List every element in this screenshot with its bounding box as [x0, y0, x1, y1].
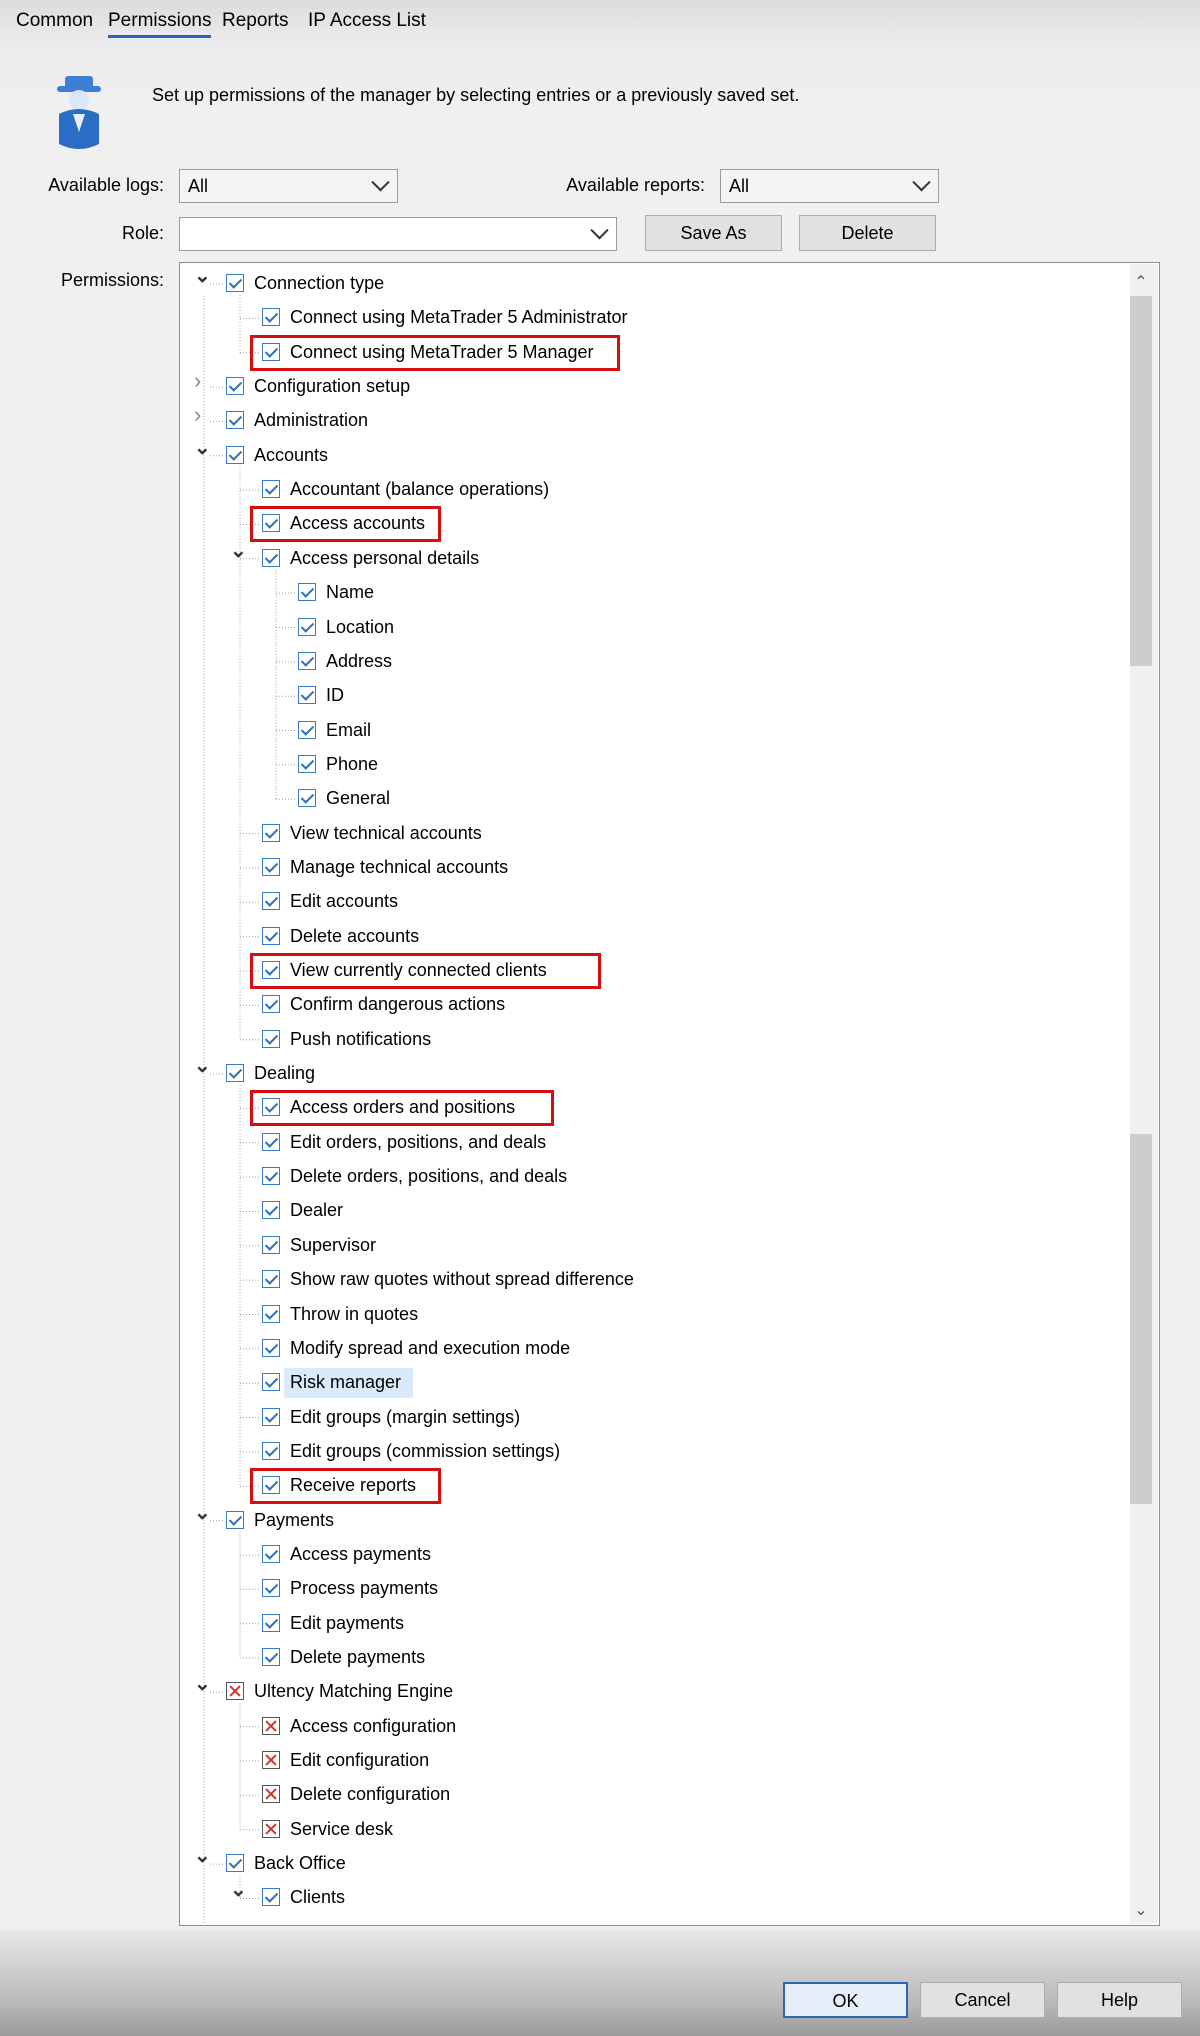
tree-item[interactable] — [180, 473, 1120, 507]
tree-item-label: Connect using MetaTrader 5 Manager — [290, 341, 594, 362]
tree-item-label: Edit groups (commission settings) — [290, 1440, 561, 1461]
tree-item[interactable] — [180, 1538, 1120, 1572]
tree-item-label: Risk manager — [290, 1372, 402, 1393]
tree-item-label: Connect using MetaTrader 5 Administrator — [290, 307, 628, 328]
tab-ip-access-list[interactable]: IP Access List — [308, 10, 426, 31]
tree-item[interactable] — [180, 1023, 1120, 1057]
tree-item[interactable] — [180, 885, 1120, 919]
tree-item[interactable] — [180, 1160, 1120, 1194]
tree-item[interactable] — [180, 1744, 1120, 1778]
tree-item-label: Push notifications — [290, 1028, 432, 1049]
tree-item[interactable] — [180, 1263, 1120, 1297]
denied-checkbox[interactable] — [262, 1820, 280, 1838]
help-button[interactable]: Help — [1057, 1982, 1182, 2018]
tree-item-label: Modify spread and execution mode — [290, 1337, 571, 1358]
chevron-down-icon[interactable]: ⌄ — [230, 1879, 247, 1902]
tree-item[interactable] — [180, 336, 1120, 370]
tree-item-label: Accountant (balance operations) — [290, 479, 550, 500]
tree-item-label: Access orders and positions — [290, 1097, 516, 1118]
tree-item[interactable] — [180, 782, 1120, 816]
role-select[interactable] — [179, 217, 617, 251]
checkbox[interactable] — [262, 1373, 280, 1391]
tree-item[interactable] — [180, 1572, 1120, 1606]
tree-item-label: Administration — [254, 410, 369, 431]
checkbox[interactable] — [226, 411, 244, 429]
tree-item-label: Clients — [290, 1887, 346, 1908]
highlight-box — [250, 1090, 554, 1126]
intro-text: Set up permissions of the manager by selecting entries or a previously saved set. — [152, 85, 800, 105]
chevron-down-icon[interactable]: ⌄ — [194, 1055, 211, 1078]
tree-item-label: Email — [326, 719, 372, 740]
chevron-down-icon — [912, 173, 930, 191]
checkbox[interactable] — [262, 927, 280, 945]
tree-item[interactable] — [180, 267, 1120, 301]
tree-item[interactable] — [180, 679, 1120, 713]
checkbox[interactable] — [262, 892, 280, 910]
denied-checkbox[interactable] — [262, 1717, 280, 1735]
scroll-down-icon[interactable]: ⌄ — [1134, 1902, 1148, 1919]
highlight-box — [250, 335, 620, 371]
tree-item[interactable] — [180, 1469, 1120, 1503]
tree-item-label: Access personal details — [290, 547, 480, 568]
checkbox[interactable] — [262, 1201, 280, 1219]
chevron-down-icon — [371, 173, 389, 191]
checkbox[interactable] — [298, 686, 316, 704]
tree-item-label: Delete configuration — [290, 1784, 451, 1805]
tree-item-label: Back Office — [254, 1853, 346, 1874]
tree-item[interactable] — [180, 817, 1120, 851]
checkbox[interactable] — [298, 755, 316, 773]
permissions-tree[interactable] — [179, 262, 1160, 1926]
tree-item[interactable] — [180, 1366, 1120, 1400]
tree-item-label: Connection type — [254, 273, 385, 293]
checkbox[interactable] — [262, 480, 280, 498]
tree-item[interactable] — [180, 954, 1120, 988]
tree-item-label: Accounts — [254, 444, 329, 465]
tree-item[interactable] — [180, 436, 1120, 473]
checkbox[interactable] — [262, 308, 280, 326]
tree-item[interactable] — [180, 1229, 1120, 1263]
tree-item-label: Configuration setup — [254, 376, 411, 397]
chevron-down-icon[interactable]: ⌄ — [194, 436, 211, 459]
tab-permissions[interactable]: Permissions — [108, 10, 211, 38]
highlight-box — [250, 506, 441, 542]
checkbox[interactable] — [298, 652, 316, 670]
tree-item-label: Payments — [254, 1509, 335, 1530]
tree-item-label: Confirm dangerous actions — [290, 994, 506, 1015]
tree-item-label: Access configuration — [290, 1715, 457, 1736]
tree-item-label: Location — [326, 616, 395, 637]
tree-item-label: Service desk — [290, 1818, 394, 1839]
available-reports-select[interactable] — [720, 169, 939, 203]
highlight-box — [250, 1468, 441, 1504]
tree-item-label: General — [326, 788, 391, 809]
tree-item-label: Edit payments — [290, 1612, 405, 1633]
checkbox[interactable] — [262, 1133, 280, 1151]
tree-item-label: Ultency Matching Engine — [254, 1681, 454, 1702]
checkbox[interactable] — [262, 1579, 280, 1597]
checkbox[interactable] — [226, 377, 244, 395]
chevron-down-icon — [590, 221, 608, 239]
tree-item[interactable] — [180, 370, 1120, 404]
denied-checkbox[interactable] — [226, 1682, 244, 1700]
tree-item[interactable] — [180, 576, 1120, 610]
tree-item-label: Delete accounts — [290, 925, 420, 946]
tree-item[interactable] — [180, 1435, 1120, 1469]
tree-item[interactable] — [180, 539, 1120, 576]
tree-item[interactable] — [180, 851, 1120, 885]
tree-item-label: Access accounts — [290, 513, 426, 534]
delete-button[interactable]: Delete — [799, 215, 936, 251]
checkbox[interactable] — [262, 995, 280, 1013]
tree-item[interactable] — [180, 301, 1120, 335]
tree-item[interactable] — [180, 988, 1120, 1022]
checkbox[interactable] — [226, 1064, 244, 1082]
checkbox[interactable] — [298, 789, 316, 807]
checkbox[interactable] — [262, 1648, 280, 1666]
tree-item-label: Phone — [326, 753, 379, 774]
checkbox[interactable] — [226, 1511, 244, 1529]
tree-item[interactable] — [180, 1710, 1120, 1744]
checkbox[interactable] — [298, 721, 316, 739]
scrollbar-thumb[interactable] — [1130, 296, 1152, 666]
available-logs-value: All — [188, 176, 209, 196]
tree-item-label: Delete payments — [290, 1647, 426, 1667]
tree-item-label: Supervisor — [290, 1234, 377, 1255]
checkbox[interactable] — [226, 446, 244, 464]
highlight-box — [250, 953, 601, 989]
chevron-down-icon[interactable]: ⌄ — [194, 265, 211, 287]
tree-item-label: Receive reports — [290, 1475, 417, 1496]
checkbox[interactable] — [262, 1236, 280, 1254]
tree-item[interactable] — [180, 1641, 1120, 1675]
tree-item-label: Edit orders, positions, and deals — [290, 1131, 547, 1152]
tree-item-label: Access payments — [290, 1543, 432, 1564]
tree-item[interactable] — [180, 611, 1120, 645]
checkbox[interactable] — [298, 618, 316, 636]
tree-item[interactable] — [180, 1091, 1120, 1125]
tree-item[interactable] — [180, 1881, 1120, 1915]
checkbox[interactable] — [262, 549, 280, 567]
chevron-down-icon[interactable]: ⌄ — [230, 539, 247, 562]
tree-item-label: Edit groups (margin settings) — [290, 1406, 521, 1427]
chevron-down-icon[interactable]: ⌄ — [194, 1845, 211, 1868]
tree-item[interactable] — [180, 645, 1120, 679]
cancel-button[interactable]: Cancel — [920, 1982, 1045, 2018]
save-as-button[interactable]: Save As — [645, 215, 782, 251]
checkbox[interactable] — [262, 1888, 280, 1906]
tree-item-label: Dealing — [254, 1063, 316, 1084]
tree-item[interactable] — [180, 920, 1120, 954]
tree-item[interactable] — [180, 1194, 1120, 1228]
checkbox[interactable] — [262, 1442, 280, 1460]
checkbox[interactable] — [262, 1167, 280, 1185]
tree-item[interactable] — [180, 1847, 1120, 1881]
manager-icon — [56, 74, 102, 152]
tree-item[interactable] — [180, 507, 1120, 541]
tree-item-label: View technical accounts — [290, 822, 482, 843]
checkbox[interactable] — [298, 583, 316, 601]
denied-checkbox[interactable] — [262, 1785, 280, 1803]
denied-checkbox[interactable] — [262, 1751, 280, 1769]
tree-item[interactable] — [180, 1057, 1120, 1091]
tree-item-label: Show raw quotes without spread difference — [290, 1269, 634, 1290]
tree-item-label: Process payments — [290, 1578, 439, 1599]
checkbox[interactable] — [262, 1030, 280, 1048]
checkbox[interactable] — [262, 1305, 280, 1323]
tab-common[interactable]: Common — [16, 10, 94, 31]
chevron-right-icon[interactable]: › — [194, 368, 202, 394]
tree-scrollbar[interactable] — [1130, 264, 1158, 1924]
permissions-label: Permissions: — [60, 270, 164, 290]
tree-item[interactable] — [180, 1401, 1120, 1435]
tree-item[interactable] — [180, 1813, 1120, 1847]
tab-reports[interactable]: Reports — [222, 10, 289, 31]
tree-item-label: View currently connected clients — [290, 960, 547, 980]
role-label: Role: — [121, 223, 164, 243]
tree-item-label: Address — [326, 650, 393, 671]
checkbox[interactable] — [262, 1545, 280, 1563]
tree-item-label: Dealer — [290, 1200, 344, 1221]
tree-item[interactable] — [180, 404, 1120, 438]
tree-item-label: Edit configuration — [290, 1750, 430, 1771]
chevron-down-icon[interactable]: ⌄ — [194, 1673, 211, 1696]
tree-item-label: Throw in quotes — [290, 1303, 419, 1324]
checkbox[interactable] — [262, 1408, 280, 1426]
tree-item-label: Delete orders, positions, and deals — [290, 1166, 568, 1187]
scroll-up-icon[interactable]: ⌃ — [1134, 274, 1148, 291]
checkbox[interactable] — [262, 824, 280, 842]
checkbox[interactable] — [262, 1270, 280, 1288]
tree-item[interactable] — [180, 1501, 1120, 1538]
tree-item[interactable] — [180, 1126, 1120, 1160]
available-reports-label: Available reports: — [566, 175, 705, 195]
available-logs-label: Available logs: — [48, 175, 164, 195]
tree-item-label: Name — [326, 582, 375, 603]
tree-item[interactable] — [180, 1298, 1120, 1332]
tree-item[interactable] — [180, 1332, 1120, 1366]
tree-item[interactable] — [180, 1607, 1120, 1641]
checkbox[interactable] — [226, 1854, 244, 1872]
tree-item[interactable] — [180, 714, 1120, 748]
checkbox[interactable] — [262, 1614, 280, 1632]
checkbox[interactable] — [226, 274, 244, 292]
tree-item-label: Edit accounts — [290, 891, 399, 912]
tree-item[interactable] — [180, 1778, 1120, 1812]
tree-item-label: ID — [326, 685, 344, 706]
chevron-down-icon[interactable]: ⌄ — [194, 1501, 211, 1524]
available-reports-value: All — [729, 176, 750, 196]
available-logs-select[interactable] — [179, 169, 398, 203]
tree-item-label: Manage technical accounts — [290, 856, 509, 877]
tree-item[interactable] — [180, 748, 1120, 782]
scrollbar-thumb-lower[interactable] — [1130, 1134, 1152, 1504]
tab-bar — [0, 0, 1200, 42]
tree-item[interactable] — [180, 1675, 1120, 1709]
chevron-right-icon[interactable]: › — [194, 402, 202, 428]
checkbox[interactable] — [262, 858, 280, 876]
ok-button[interactable]: OK — [783, 1982, 908, 2018]
checkbox[interactable] — [262, 1339, 280, 1357]
